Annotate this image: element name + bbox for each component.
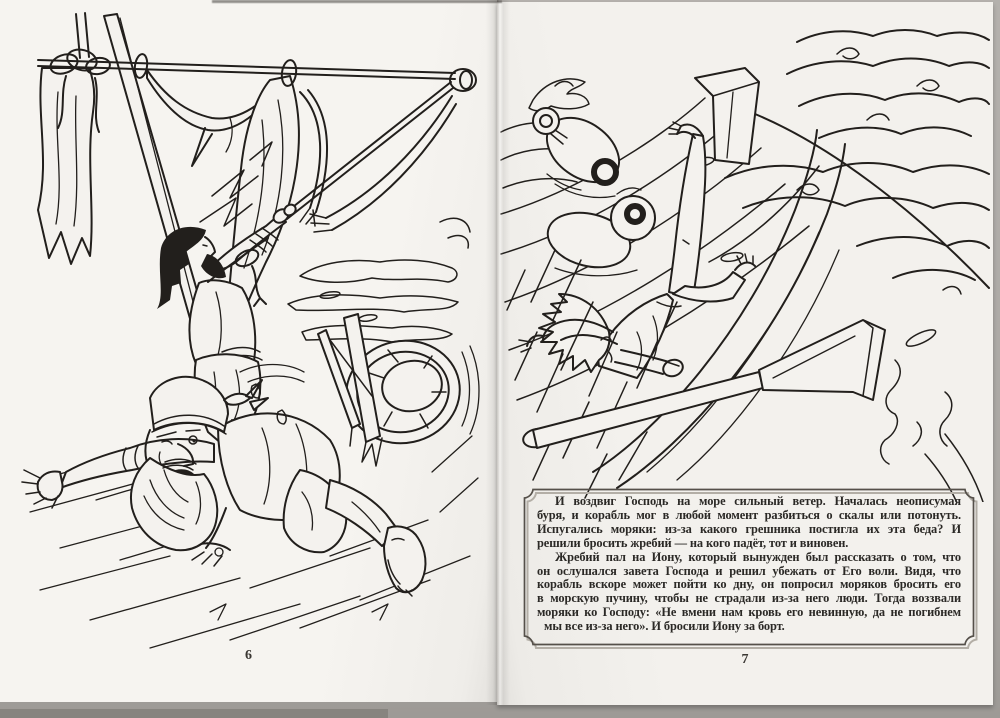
story-line: Жребий пал на Иону, который вынужден был рассказать о том, что — [555, 549, 961, 564]
story-line: И воздвиг Господь на море сильный ветер. Началась неописумая — [555, 494, 961, 508]
sea-spray — [288, 218, 470, 342]
story-line: мы все из-за него». И бросили Иону за борт. — [544, 619, 785, 634]
rain-lines — [507, 250, 677, 498]
floating-waterskin — [542, 188, 655, 276]
story-line: Испугались моряки: из-за какого грешника постигла их эта беда? И — [537, 521, 961, 536]
scanner-edge — [0, 709, 388, 718]
page-right — [497, 2, 993, 705]
bare-foot — [384, 526, 425, 592]
left-illustration — [0, 0, 497, 660]
rigging-and-sails — [38, 13, 476, 389]
jonah-hair — [539, 294, 610, 372]
oar-shaft — [533, 372, 763, 448]
story-text — [537, 495, 961, 634]
water-trickles — [881, 287, 961, 464]
story-line: решили бросить жребий — на кого падёт, тот и виновен. — [537, 535, 849, 550]
story-line: корабль вскоре может пойти ко дну, он попросил моряков бросить его — [537, 577, 961, 592]
page-number-right: 7 — [741, 652, 749, 667]
amphora-jug — [533, 105, 631, 198]
story-line: моряки ко Господу: «Не вмени нам кровь его невинную, да не погибнем — [537, 605, 961, 620]
story-text-frame — [523, 488, 975, 646]
oar-blade — [759, 320, 885, 400]
story-line: он ослушался завета Господа и решил убежать от Его воли. Видя, что — [537, 563, 961, 578]
fold-shadow — [212, 0, 502, 3]
story-line: буря, и корабль мог в любой момент разбиться о скалы или потонуть. — [537, 507, 961, 522]
right-illustration — [497, 2, 993, 502]
spread-hand — [38, 471, 63, 500]
jug-mouth — [594, 161, 616, 183]
yard-spar — [38, 13, 455, 79]
page-gutter — [486, 0, 510, 705]
page-number-left: 6 — [245, 648, 252, 663]
sheet-rope — [310, 96, 456, 232]
old-beard — [131, 458, 217, 550]
story-line: в морскую пучину, чтобы не страдали из-за него люди. Тогда воззвали — [537, 591, 961, 606]
torn-sail — [38, 68, 94, 264]
page-left — [0, 0, 497, 702]
